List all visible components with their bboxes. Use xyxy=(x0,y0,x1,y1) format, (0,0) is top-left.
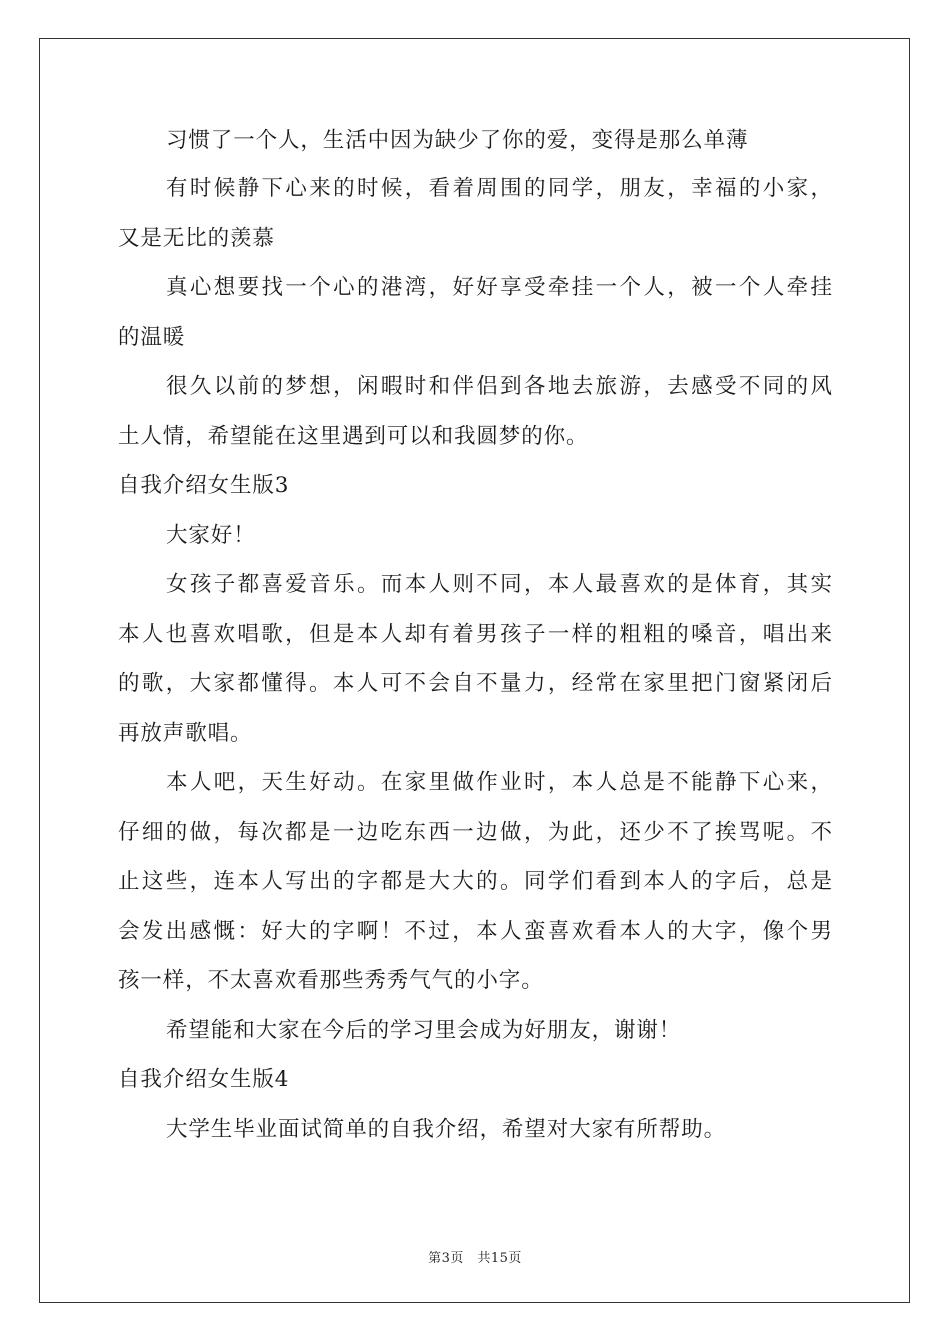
paragraph-line: 有时候静下心来的时候，看着周围的同学，朋友，幸福的小家， xyxy=(166,176,832,201)
paragraph-line: 仔细的做，每次都是一边吃东西一边做，为此，还少不了挨骂呢。不 xyxy=(118,820,832,845)
paragraph-line: 又是无比的羡慕 xyxy=(118,226,275,251)
paragraph-line: 真心想要找一个心的港湾，好好享受牵挂一个人，被一个人牵挂 xyxy=(166,275,832,300)
page-number: 第3页 共15页 xyxy=(428,1251,522,1266)
paragraph-line: 很久以前的梦想，闲暇时和伴侣到各地去旅游，去感受不同的风 xyxy=(166,374,832,399)
paragraph-line: 止这些，连本人写出的字都是大大的。同学们看到本人的字后，总是 xyxy=(118,869,832,894)
paragraph-line: 的歌，大家都懂得。本人可不会自不量力，经常在家里把门窗紧闭后 xyxy=(118,671,832,696)
paragraph-line: 孩一样，不太喜欢看那些秀秀气气的小字。 xyxy=(118,968,544,993)
paragraph-line: 大家好！ xyxy=(166,523,256,548)
paragraph-line: 会发出感慨：好大的字啊！不过，本人蛮喜欢看本人的大字，像个男 xyxy=(118,919,832,944)
paragraph-line: 女孩子都喜爱音乐。而本人则不同，本人最喜欢的是体育，其实 xyxy=(166,572,832,597)
paragraph-line: 希望能和大家在今后的学习里会成为好朋友，谢谢！ xyxy=(166,1018,682,1043)
paragraph-line: 大学生毕业面试简单的自我介绍，希望对大家有所帮助。 xyxy=(166,1117,727,1142)
paragraph-line: 本人也喜欢唱歌，但是本人却有着男孩子一样的粗粗的嗓音，唱出来 xyxy=(118,622,832,647)
paragraph-line: 的温暖 xyxy=(118,325,186,350)
paragraph-line: 本人吧，天生好动。在家里做作业时，本人总是不能静下心来， xyxy=(166,770,832,795)
paragraph-line: 再放声歌唱。 xyxy=(118,721,253,746)
paragraph-line: 习惯了一个人，生活中因为缺少了你的爱，变得是那么单薄 xyxy=(166,128,749,153)
section-heading: 自我介绍女生版4 xyxy=(118,1067,290,1092)
section-heading: 自我介绍女生版3 xyxy=(118,473,290,498)
paragraph-line: 土人情，希望能在这里遇到可以和我圆梦的你。 xyxy=(118,424,589,449)
